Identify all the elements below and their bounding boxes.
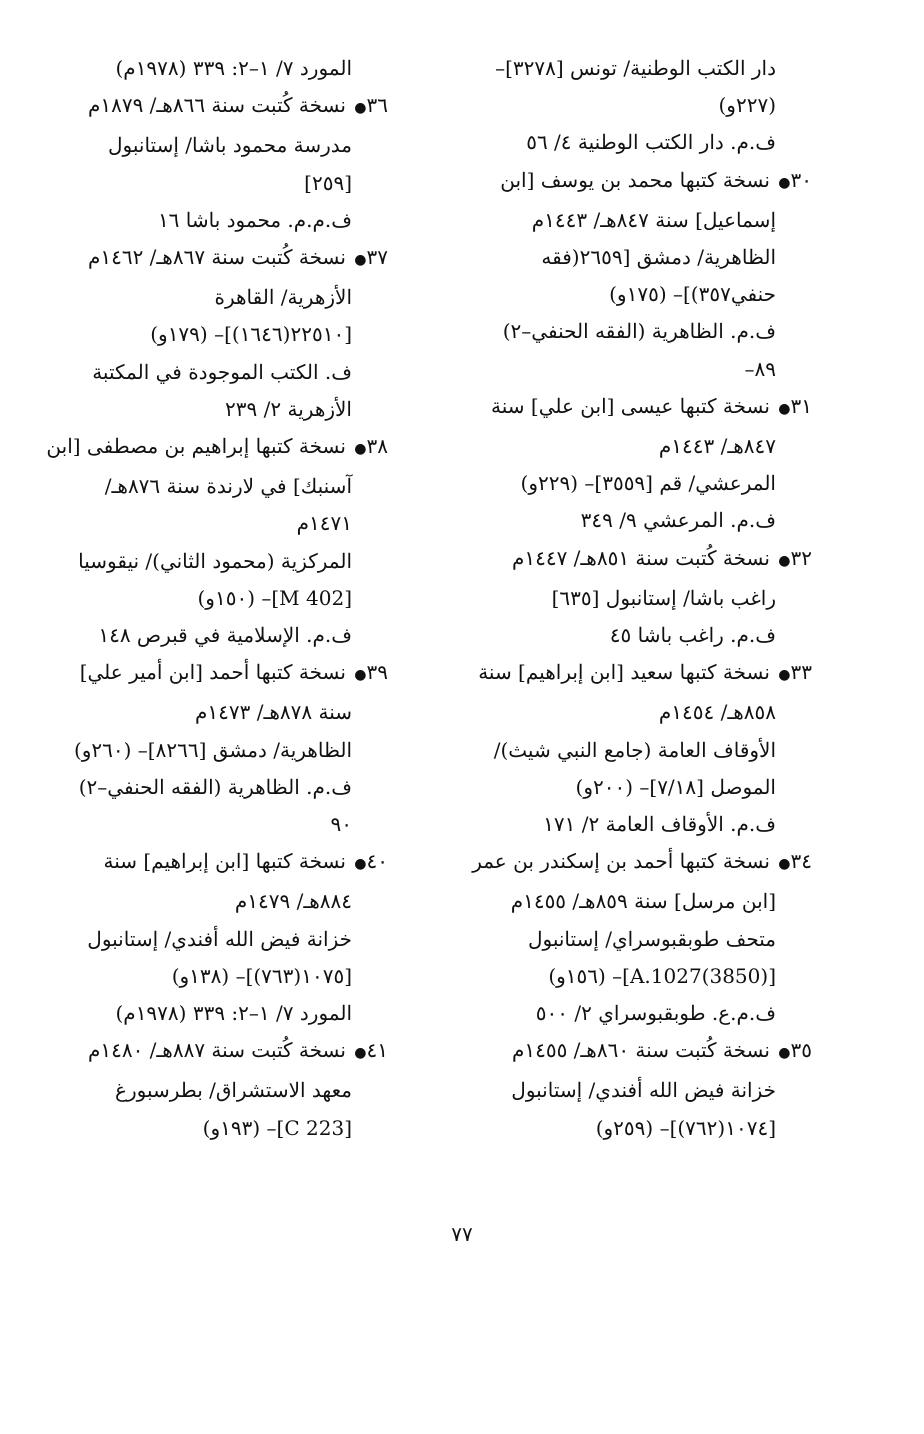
entry-number: ٣٨ [366,434,388,459]
entry-line: ف.م.ع. طوبقبوسراي ٢/ ٥٠٠ [535,1001,776,1026]
entry-line: ف.م.م. محمود باشا ١٦ [157,207,352,232]
entry-line: مدرسة محمود باشا/ إستانبول [107,133,352,158]
entry-line: ٨٤٧هـ/ ١٤٤٣م [658,434,776,459]
entry-heading [48,654,388,694]
entry-line: دار الكتب الوطنية/ تونس [٣٢٧٨]– [495,56,776,80]
bullet-icon: ● [778,1045,791,1062]
entry-line: الأزهرية ٢/ ٢٣٩ [225,396,352,421]
entry-heading [472,654,812,694]
entry-text: نسخة كتبها محمد بن يوسف [ابن [500,167,770,192]
bullet-icon: ● [354,1045,367,1062]
right-column [472,50,812,1147]
entry-line: المورد ٧/ ١–٢: ٣٣٩ (١٩٧٨م) [115,56,352,80]
entry-heading [472,1032,812,1072]
bullet-icon: ● [778,174,791,191]
entry-line: خزانة فيض الله أفندي/ إستانبول [87,926,352,951]
entry-heading [48,428,388,468]
entry-number: ٣٠ [790,167,812,192]
entry-number: ٣١ [790,393,812,418]
entry-line: ف.م. الظاهرية (الفقه الحنفي–٢) [502,319,776,344]
entry-line: خزانة فيض الله أفندي/ إستانبول [511,1078,776,1103]
entry-text: نسخة كُتبت سنة ٨٦٦هـ/ ١٨٧٩م [87,93,346,118]
entry-number: ٣٧ [366,245,388,270]
entry-line: ١٤٧١م [296,511,352,536]
bullet-icon: ● [354,100,367,117]
bullet-icon: ● [354,856,367,873]
entry-number: ٣٤ [790,849,812,874]
entry-line: (٢٢٧و) [718,93,776,118]
entry-line: ف. الكتب الموجودة في المكتبة [92,359,352,384]
entry-text: نسخة كُتبت سنة ٨٦٧هـ/ ١٤٦٢م [87,245,346,270]
entry-line: [M 402]– (١٥٠و) [197,585,352,610]
entry-line: المركزية (محمود الثاني)/ نيقوسيا [78,548,352,573]
entry-line: ف.م. راغب باشا ٤٥ [609,623,776,648]
bullet-icon: ● [778,856,791,873]
entry-number: ٣٥ [790,1038,812,1063]
entry-line: معهد الاستشراق/ بطرسبورغ [115,1078,352,1103]
entry-line: [A.1027(3850)]– (١٥٦و) [548,963,776,988]
entry-line: الظاهرية/ دمشق [٢٦٥٩(فقه [541,245,776,270]
entry-number: ٣٣ [790,660,812,685]
entry-text: نسخة كُتبت سنة ٨٥١هـ/ ١٤٤٧م [511,545,770,570]
entry-heading [472,162,812,202]
entry-heading [472,843,812,883]
entry-line: سنة ٨٧٨هـ/ ١٤٧٣م [195,700,352,725]
entry-line: الأزهرية/ القاهرة [214,285,352,310]
bullet-icon: ● [778,400,791,417]
entry-heading [472,388,812,428]
entry-line: [C 223]– (١٩٣و) [202,1115,352,1140]
page-number: ٧٧ [451,1222,473,1246]
entry-line: [٢٢٥١٠(١٦٤٦)]– (١٧٩و) [150,322,352,347]
entry-line: [١٠٧٤(٧٦٢)]– (٢٥٩و) [595,1115,776,1140]
entry-line: الموصل [٧/١٨]– (٢٠٠و) [575,774,776,799]
entry-line: [ابن مرسل] سنة ٨٥٩هـ/ ١٤٥٥م [510,889,776,914]
entry-text: نسخة كتبها سعيد [ابن إبراهيم] سنة [478,660,770,685]
entry-number: ٣٦ [366,93,388,118]
entry-text: نسخة كتبها أحمد بن إسكندر بن عمر [472,849,770,874]
entry-line: المرعشي/ قم [٣٥٥٩]– (٢٢٩و) [520,471,776,496]
entry-line: ٨٥٨هـ/ ١٤٥٤م [658,700,776,725]
entry-line: ف.م. الإسلامية في قبرص ١٤٨ [98,623,352,648]
entry-number: ٣٩ [366,660,388,685]
entry-line: الأوقاف العامة (جامع النبي شيث)/ [493,737,776,762]
entry-line: ٨٩– [744,356,776,381]
bullet-icon: ● [778,552,791,569]
entry-text: نسخة كتبها [ابن إبراهيم] سنة [103,849,346,874]
bullet-icon: ● [354,252,367,269]
entry-line: [٢٥٩] [304,170,352,195]
entry-line: [١٠٧٥(٧٦٣)]– (١٣٨و) [171,963,352,988]
entry-number: ٤١ [366,1038,388,1063]
entry-line: ٩٠ [330,812,352,837]
entry-line: ف.م. دار الكتب الوطنية ٤/ ٥٦ [526,130,776,155]
entry-line: المورد ٧/ ١–٢: ٣٣٩ (١٩٧٨م) [115,1001,352,1026]
entry-text: نسخة كتبها إبراهيم بن مصطفى [ابن [46,434,346,459]
entry-text: نسخة كُتبت سنة ٨٦٠هـ/ ١٤٥٥م [511,1038,770,1063]
bullet-icon: ● [354,441,367,458]
entry-line: آسنبك] في لارندة سنة ٨٧٦هـ/ [104,474,352,499]
entry-heading [472,540,812,580]
entry-line: ف.م. الظاهرية (الفقه الحنفي–٢) [78,774,352,799]
entry-heading [48,843,388,883]
entry-line: ف.م. المرعشي ٩/ ٣٤٩ [580,508,776,533]
entry-line: راغب باشا/ إستانبول [٦٣٥] [551,585,776,610]
left-column [48,50,388,1147]
entry-line: الظاهرية/ دمشق [٨٢٦٦]– (٢٦٠و) [73,737,352,762]
entry-line: متحف طوبقبوسراي/ إستانبول [527,926,776,951]
entry-text: نسخة كتبها عيسى [ابن علي] سنة [491,393,770,418]
entry-text: نسخة كتبها أحمد [ابن أمير علي] [79,660,346,685]
entry-heading [48,239,388,279]
entry-number: ٣٢ [790,545,812,570]
entry-heading [48,1032,388,1072]
entry-line: ف.م. الأوقاف العامة ٢/ ١٧١ [543,812,776,837]
entry-line: حنفي٣٥٧)]– (١٧٥و) [609,282,776,307]
entry-line: ٨٨٤هـ/ ١٤٧٩م [234,889,352,914]
entry-number: ٤٠ [366,849,388,874]
entry-heading [48,87,388,127]
bullet-icon: ● [354,667,367,684]
bullet-icon: ● [778,667,791,684]
entry-text: نسخة كُتبت سنة ٨٨٧هـ/ ١٤٨٠م [87,1038,346,1063]
entry-line: إسماعيل] سنة ٨٤٧هـ/ ١٤٤٣م [531,207,776,232]
